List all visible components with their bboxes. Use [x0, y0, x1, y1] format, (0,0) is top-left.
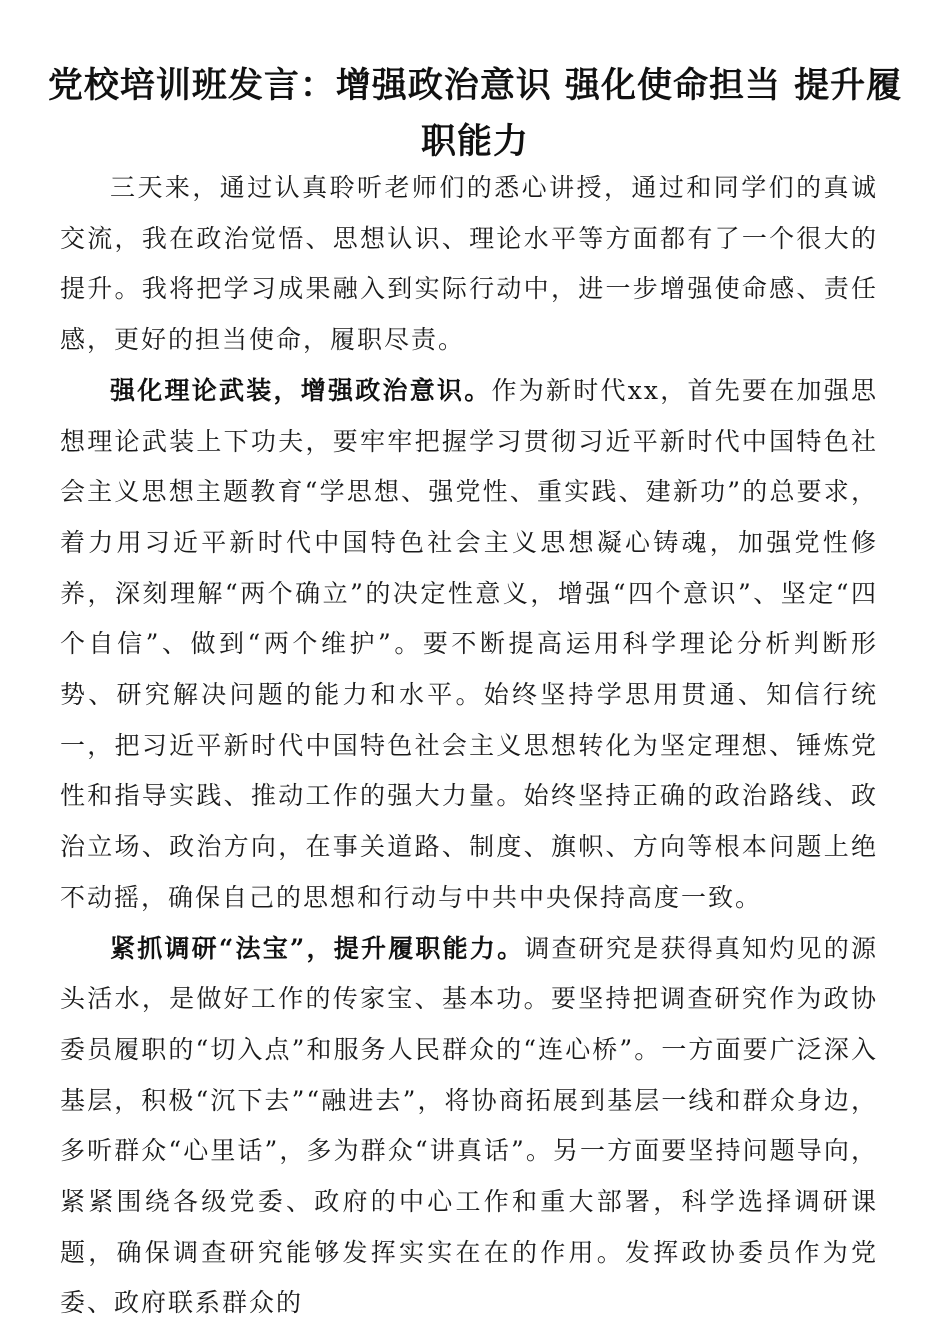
document-body	[60, 163, 878, 1329]
paragraph-theory	[60, 366, 878, 924]
paragraph-theory-text: 作为新时代xx，首先要在加强思想理论武装上下功夫，要牢牢把握学习贯彻习近平新时代中国特色社会主义思想主题教育“学思想、强党性、重实践、建新功”的总要求，着力用习近平新时代中国特色社会主义思想凝心铸魂，加强党性修养，深刻理解“两个确立”的决定性意义，增强“四个意识”、坚定“四个自信”、做到“两个维护”。要不断提高运用科学理论分析判断形势、研究解决问题的能力和水平。始终坚持学思用贯通、知信行统一，把习近平新时代中国特色社会主义思想转化为坚定理想、锤炼党性和指导实践、推动工作的强大力量。始终坚持正确的政治路线、政治立场、政治方向，在事关道路、制度、旗帜、方向等根本问题上绝不动摇，确保自己的思想和行动与中共中央保持高度一致。	[60, 375, 878, 912]
paragraph-theory-heading: 强化理论武装，增强政治意识。	[110, 375, 492, 405]
document-title: 党校培训班发言：增强政治意识 强化使命担当 提升履职能力	[47, 65, 903, 162]
paragraph-intro	[60, 163, 878, 366]
paragraph-research	[60, 924, 878, 1330]
paragraph-intro-text: 三天来，通过认真聆听老师们的悉心讲授，通过和同学们的真诚交流，我在政治觉悟、思想认识、理论水平等方面都有了一个很大的提升。我将把学习成果融入到实际行动中，进一步增强使命感、责任感，更好的担当使命，履职尽责。	[60, 173, 878, 355]
paragraph-research-heading: 紧抓调研“法宝”，提升履职能力。	[110, 933, 525, 963]
paragraph-research-text: 调查研究是获得真知灼见的源头活水，是做好工作的传家宝、基本功。要坚持把调查研究作为政协委员履职的“切入点”和服务人民群众的“连心桥”。一方面要广泛深入基层，积极“沉下去”“融进去”，将协商拓展到基层一线和群众身边，多听群众“心里话”，多为群众“讲真话”。另一方面要坚持问题导向，紧紧围绕各级党委、政府的中心工作和重大部署，科学选择调研课题，确保调查研究能够发挥实实在在的作用。发挥政协委员作为党委、政府联系群众的	[60, 933, 878, 1318]
